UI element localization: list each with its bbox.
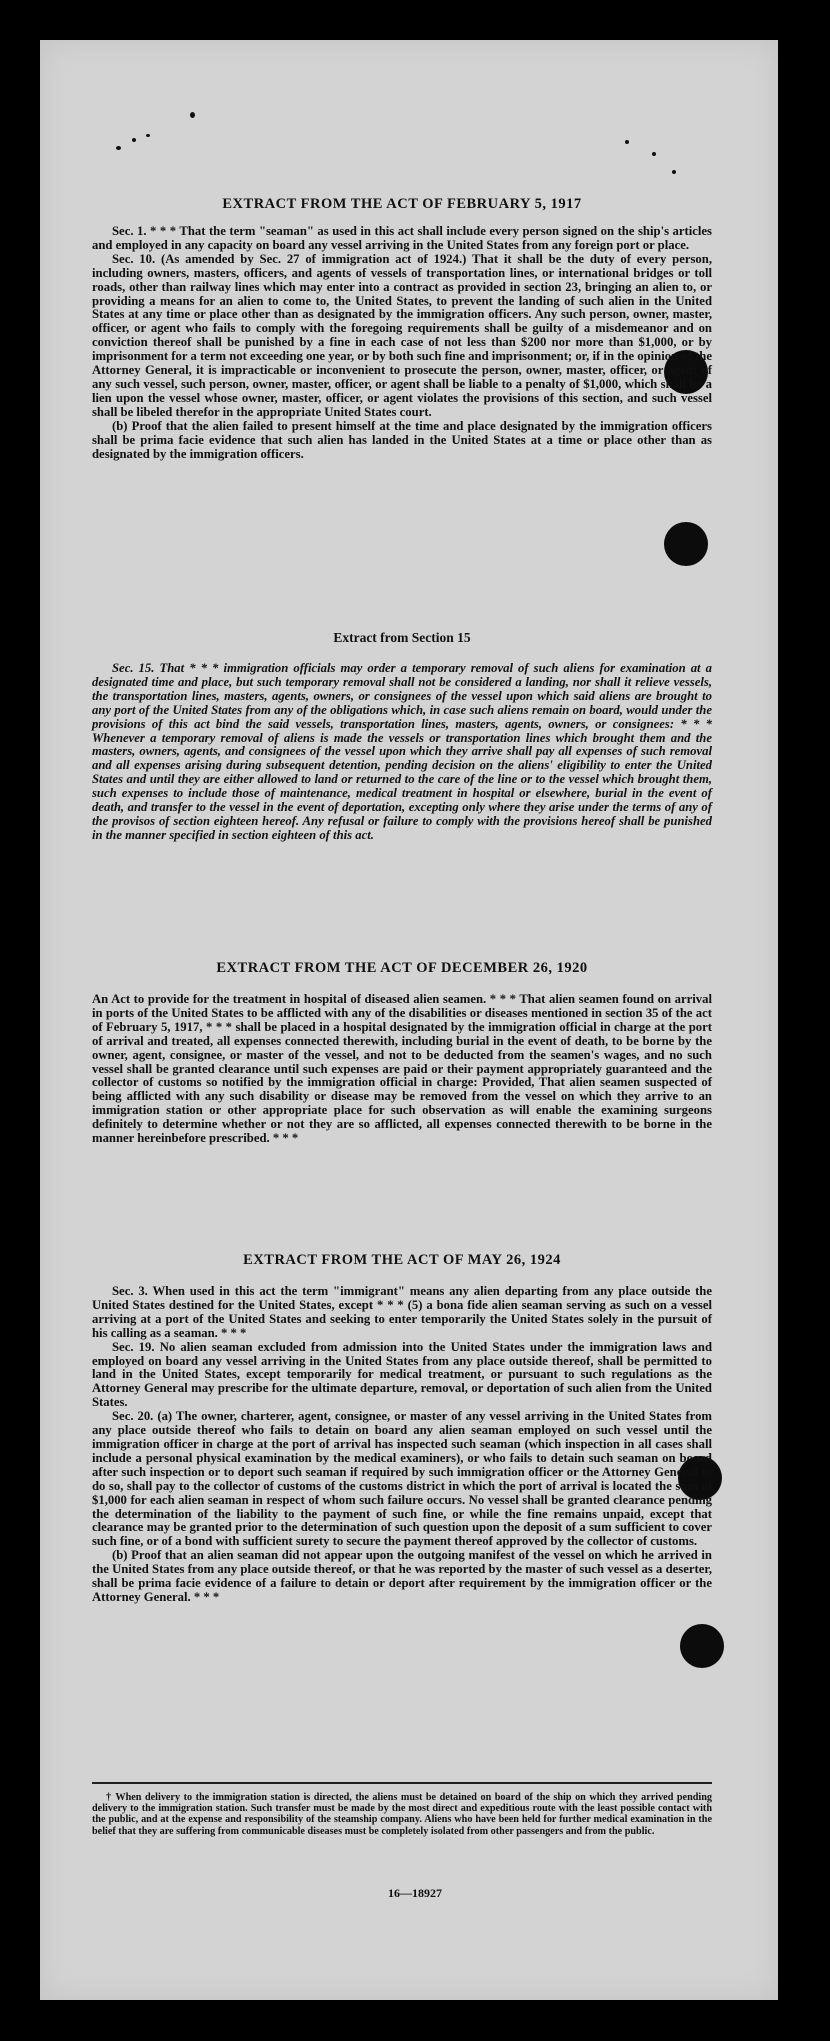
section-heading: Extract from Section 15 bbox=[333, 630, 471, 645]
speck-mark bbox=[190, 112, 195, 118]
paragraph: Sec. 15. That * * * immigration officials may order a temporary removal of such aliens for examination at a designated time and place, but such temporary removal shall not be considered a landing, nor shall it relieve vessels, the transportation lines, masters, agents, owners, or consignees of the vessel upon which said aliens are brought to any port of the United States from any of the obligations which, in case such aliens remain on board, would under the provisions of this act bind the said vessels, transportation lines, masters, agents, owners, or consignees: * * * Whenever a temporary removal of aliens is made the vessels or transportation lines which brought them and the masters, owners, agents, and consignees of the vessel upon which they arrive shall pay all expenses of such removal and all expenses arising during subsequent detention, pending decision on the aliens' eligibility to enter the United States and until they are either allowed to land or returned to the care of the line or to the vessel which brought them, such expenses to include those of maintenance, medical treatment in hospital or elsewhere, burial in the event of death, and transfer to the vessel in the event of deportation, excepting only where they arise under the terms of any of the provisos of section eighteen hereof. Any refusal or failure to comply with the provisions hereof shall be punished in the manner specified in section eighteen of this act. bbox=[92, 661, 712, 842]
section-feb-1917 bbox=[92, 196, 712, 461]
section-dec-1920 bbox=[92, 960, 712, 1146]
speck-mark bbox=[625, 140, 629, 144]
speck-mark bbox=[116, 146, 121, 150]
page-number: 16—18927 bbox=[388, 1886, 442, 1900]
paragraph: Sec. 3. When used in this act the term "immigrant" means any alien departing from any place outside the United States destined for the United States, except * * * (5) a bona fide alien seaman serving as such on a vessel arriving at a port of the United States and seeking to enter temporarily the United States solely in the pursuit of his calling as a seaman. * * * bbox=[92, 1284, 712, 1340]
speck-mark bbox=[672, 170, 676, 174]
punch-hole bbox=[664, 522, 708, 566]
paragraph: Sec. 1. * * * That the term "seaman" as used in this act shall include every person signed on the ship's articles and employed in any capacity on board any vessel arriving in the United States from any foreign port or place. bbox=[92, 224, 712, 252]
section-heading: EXTRACT FROM THE ACT OF MAY 26, 1924 bbox=[243, 1252, 561, 1268]
speck-mark bbox=[146, 134, 150, 137]
paragraph: Sec. 20. (a) The owner, charterer, agent, consignee, or master of any vessel arriving in the United States from any place outside thereof who fails to detain on board any alien seaman employed on such vessel until the immigration officer in charge at the port of arrival has inspected such seaman (which inspection in all cases shall include a personal physical examination by the medical examiners), or who fails to detain such seaman on board after such inspection or to deport such seaman if required by such immigration officer or the Attorney General to do so, shall pay to the collector of customs of the customs district in which the port of arrival is located the sum of $1,000 for each alien seaman in respect of whom such failure occurs. No vessel shall be granted clearance pending the determination of the liability to the payment of such fine, or while the fine remains unpaid, except that clearance may be granted prior to the determination of such question upon the deposit of a sum sufficient to cover such fine, or of a bond with sufficient surety to secure the payment thereof approved by the collector of customs. bbox=[92, 1409, 712, 1549]
speck-mark bbox=[652, 152, 656, 156]
section-heading: EXTRACT FROM THE ACT OF FEBRUARY 5, 1917 bbox=[222, 196, 582, 212]
paragraph: Sec. 19. No alien seaman excluded from admission into the United States under the immigration laws and employed on board any vessel arriving in the United States from any place outside thereof, shall be permitted to land in the United States, except temporarily for medical treatment, or pursuant to such regulations as the Attorney General may prescribe for the ultimate departure, removal, or deportation of such alien from the United States. bbox=[92, 1339, 712, 1410]
paragraph: An Act to provide for the treatment in hospital of diseased alien seamen. * * * That alien seamen found on arrival in ports of the United States to be afflicted with any of the disabilities or diseases mentioned in section 35 of the act of February 5, 1917, * * * shall be placed in a hospital designated by the immigration official in charge at the port of arrival and treated, all expenses connected therewith, including burial in the event of death, to be borne by the owner, agent, consignee, or master of the vessel, and not to be deducted from the seamen's wages, and no such vessel shall be granted clearance until such expenses are paid or their payment appropriately guaranteed and the collector of customs so notified by the immigration official in charge: Provided, That alien seamen suspected of being afflicted with any such disability or disease may be removed from the vessel on which they arrive to an immigration station or other appropriate place for such observation as will enable the examining surgeons definitely to determine whether or not they are so afflicted, all expenses connected therewith to be borne in the manner hereinbefore prescribed. * * * bbox=[92, 992, 712, 1146]
footnote-text: † When delivery to the immigration station is directed, the aliens must be detained on board of the ship on which they arrived pending delivery to the immigration station. Such transfer must be made by the most direct and expeditious route with the least possible contact with the public, and at the expense and responsibility of the steamship company. Aliens who have been held for further medical examination in the belief that they are suffering from communicable diseases must be completely isolated from other passengers and from the public. bbox=[92, 1792, 712, 1837]
section-may-1924 bbox=[92, 1252, 712, 1605]
punch-hole bbox=[680, 1624, 724, 1668]
footnote-rule bbox=[92, 1782, 712, 1784]
speck-mark bbox=[132, 138, 136, 142]
section-15-extract bbox=[92, 630, 712, 843]
paragraph: (b) Proof that the alien failed to present himself at the time and place designated by the immigration officers shall be prima facie evidence that such alien has landed in the United States at a time or place other than as designated by the immigration officers. bbox=[92, 418, 712, 461]
footnote bbox=[92, 1792, 712, 1837]
paragraph: Sec. 10. (As amended by Sec. 27 of immigration act of 1924.) That it shall be the duty of every person, including owners, masters, officers, and agents of vessels of transportation lines, or international bridges or toll roads, other than railway lines which may enter into a contract as provided in section 23, bringing an alien to, or providing a means for an alien to come to, the United States, to prevent the landing of such alien in the United States at any time or place other than as designated by the immigration officers. Any such person, owner, master, officer, or agent who fails to comply with the foregoing requirements shall be guilty of a misdemeanor and on conviction thereof shall be punished by a fine in each case of not less than $200 nor more than $1,000, or by imprisonment for a term not exceeding one year, or by both such fine and imprisonment; or, if in the opinion of the Attorney General, it is impracticable or inconvenient to prosecute the person, owner, master, officer, or agent of any such vessel, such person, owner, master, officer, or agent shall be liable to a penalty of $1,000, which shall be a lien upon the vessel whose owner, master, officer, or agent violates the provisions of this section, and such vessel shall be libeled therefor in the appropriate United States court. bbox=[92, 251, 712, 419]
section-heading: EXTRACT FROM THE ACT OF DECEMBER 26, 1920 bbox=[216, 960, 588, 976]
paragraph: (b) Proof that an alien seaman did not appear upon the outgoing manifest of the vessel on which he arrived in the United States from any place outside thereof, or that he was reported by the master of such vessel as a deserter, shall be prima facie evidence of a failure to detain or deport after requirement by the immigration officer or the Attorney General. * * * bbox=[92, 1548, 712, 1604]
